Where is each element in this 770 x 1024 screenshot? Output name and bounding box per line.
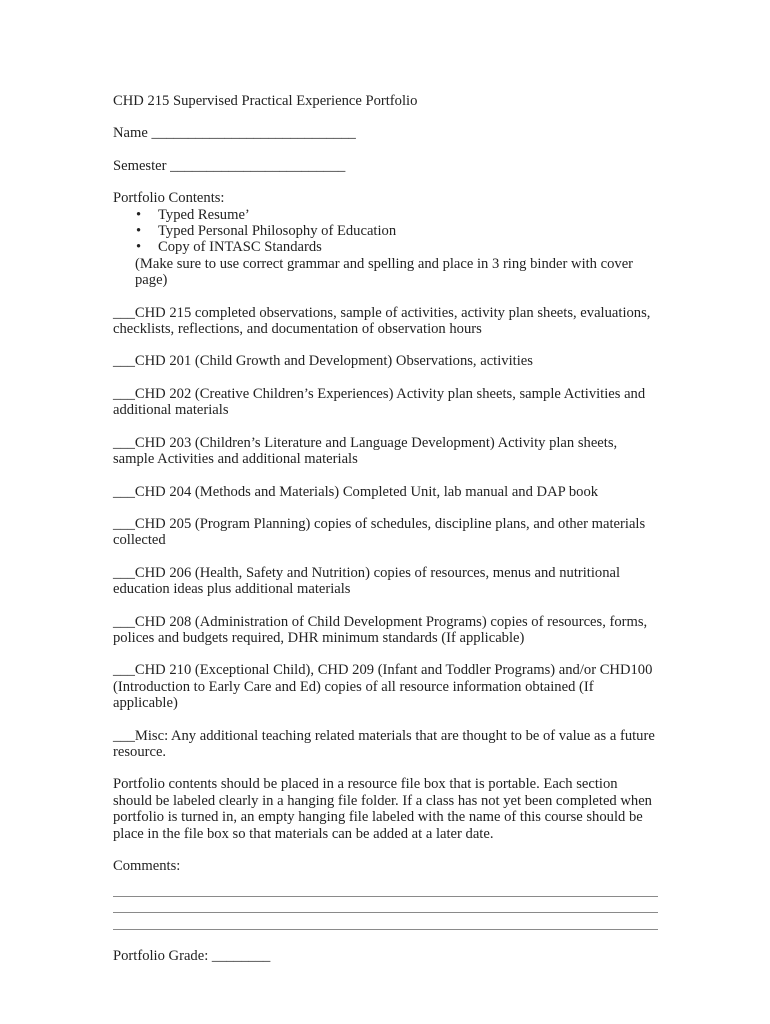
checklist-item-chd201: [113, 353, 658, 369]
checklist-item-text: CHD 206 (Health, Safety and Nutrition) copies of resources, menus and nutritional education ideas plus additional materials: [113, 564, 621, 598]
semester-blank[interactable]: ________________________: [170, 157, 346, 174]
check-blank[interactable]: ___: [113, 353, 135, 370]
check-blank[interactable]: ___: [113, 515, 135, 532]
checklist-item-chd206: [113, 565, 658, 598]
checklist-item-chd208: [113, 614, 658, 647]
check-blank[interactable]: ___: [113, 662, 135, 679]
list-item: [113, 223, 658, 239]
checklist-item-chd210: [113, 662, 658, 711]
check-blank[interactable]: ___: [113, 564, 135, 581]
checklist-item-chd202: [113, 386, 658, 419]
check-blank[interactable]: ___: [113, 385, 135, 402]
bullet-icon: •: [136, 239, 142, 256]
checklist-item-chd203: [113, 435, 658, 468]
checklist-item-chd215: [113, 305, 658, 338]
check-blank[interactable]: ___: [113, 304, 135, 321]
checklist-item-text: CHD 202 (Creative Children’s Experiences) Activity plan sheets, sample Activities and additional materials: [113, 385, 646, 419]
semester-row: [113, 158, 658, 174]
checklist-item-text: CHD 205 (Program Planning) copies of schedules, discipline plans, and other materials collected: [113, 515, 646, 549]
document-page: [113, 93, 658, 964]
check-blank[interactable]: ___: [113, 434, 135, 451]
bullet-icon: •: [136, 206, 142, 223]
checklist-item-text: CHD 203 (Children’s Literature and Language Development) Activity plan sheets, sample Activities and additional materials: [113, 434, 618, 468]
semester-label: Semester: [113, 157, 167, 174]
comment-line[interactable]: [113, 880, 658, 896]
portfolio-grade-blank[interactable]: ________: [211, 947, 271, 964]
comments-area[interactable]: [113, 880, 658, 929]
checklist-item-chd204: [113, 484, 658, 500]
checklist-item-text: CHD 215 completed observations, sample of activities, activity plan sheets, evaluations, checklists, reflections, and documentation of observation hours: [113, 304, 651, 338]
portfolio-grade-row: [113, 948, 658, 964]
list-item-text: Typed Resume’: [158, 206, 250, 223]
list-item: [113, 207, 658, 223]
check-blank[interactable]: ___: [113, 727, 135, 744]
list-item-text: Copy of INTASC Standards: [158, 239, 322, 256]
checklist-item-text: CHD 210 (Exceptional Child), CHD 209 (Infant and Toddler Programs) and/or CHD100 (Introduction to Early Care and Ed) copies of all resource information obtained (If applicable): [113, 662, 653, 712]
bullet-icon: •: [136, 223, 142, 240]
comments-heading: Comments:: [113, 858, 181, 874]
contents-note: (Make sure to use correct grammar and spelling and place in 3 ring binder with cover page): [135, 255, 634, 289]
portfolio-contents-heading: Portfolio Contents:: [113, 190, 225, 207]
comment-line[interactable]: [113, 913, 658, 929]
list-item-text: Typed Personal Philosophy of Education: [158, 223, 397, 240]
check-blank[interactable]: ___: [113, 613, 135, 630]
portfolio-contents-list: [113, 207, 658, 256]
portfolio-grade-label: Portfolio Grade:: [113, 947, 209, 964]
check-blank[interactable]: ___: [113, 483, 135, 500]
instructions-paragraph: Portfolio contents should be placed in a resource file box that is portable. Each section should be labeled clearly in a hanging file folder. If a class has not yet been completed when portfolio is turned in, an empty hanging file labeled with the name of this course should be place in the file box so that materials can be added at a later date.: [113, 776, 652, 842]
document-title: CHD 215 Supervised Practical Experience Portfolio: [113, 93, 418, 109]
checklist-item-text: CHD 208 (Administration of Child Development Programs) copies of resources, forms, polices and budgets required, DHR minimum standards (If applicable): [113, 613, 648, 646]
checklist-item-chd205: [113, 516, 658, 549]
checklist-item-text: CHD 204 (Methods and Materials) Completed Unit, lab manual and DAP book: [134, 483, 599, 500]
name-row: [113, 125, 658, 141]
name-blank[interactable]: ____________________________: [151, 125, 356, 142]
comment-line[interactable]: [113, 897, 658, 913]
checklist-item-misc: [113, 728, 658, 761]
name-label: Name: [113, 125, 148, 142]
checklist-item-text: CHD 201 (Child Growth and Development) Observations, activities: [134, 353, 533, 370]
checklist-item-text: Misc: Any additional teaching related materials that are thought to be of value as a future resource.: [113, 727, 655, 760]
list-item: [113, 239, 658, 255]
